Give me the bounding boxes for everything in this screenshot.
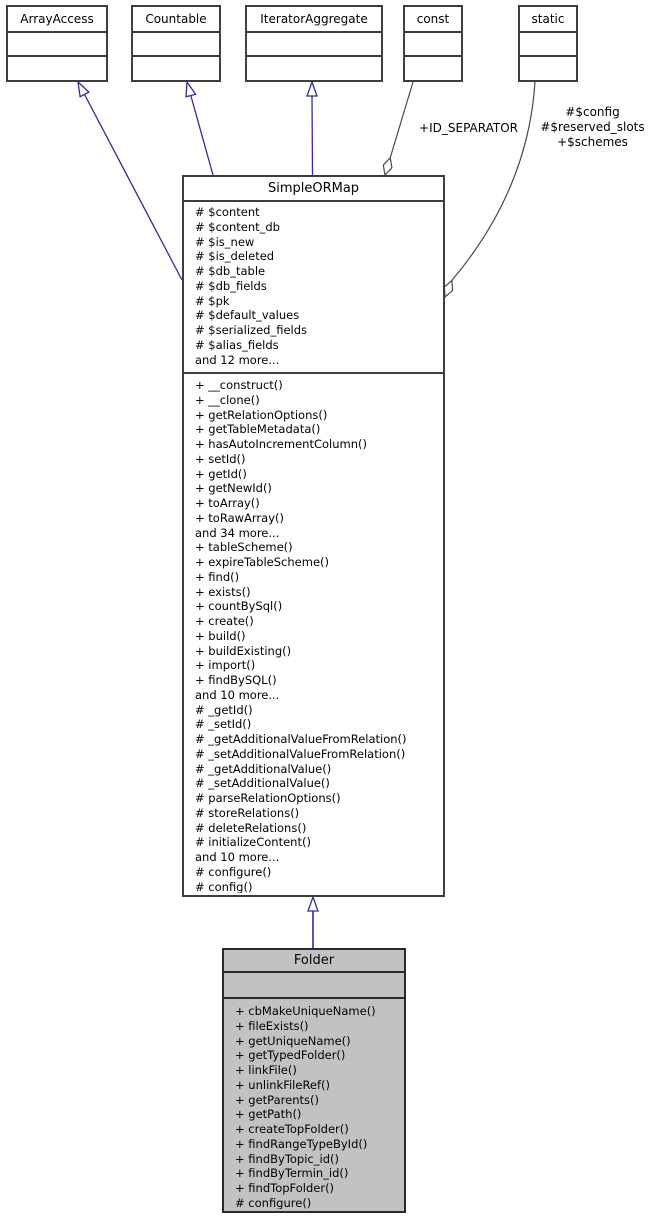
method-row: + buildExisting()	[195, 643, 292, 658]
inheritance-arrowhead-iteratoraggregate	[307, 82, 317, 96]
method-row: + getId()	[195, 466, 247, 481]
class-box-const[interactable]	[403, 5, 463, 82]
method-row: # configure()	[195, 864, 272, 879]
method-row: # _setId()	[195, 717, 252, 732]
simpleormap-attributes-compartment	[184, 202, 443, 374]
attributes-compartment-empty	[520, 33, 576, 57]
method-row: + linkFile()	[235, 1063, 297, 1077]
attribute-row: # $serialized_fields	[195, 323, 308, 337]
methods-compartment-empty	[520, 57, 576, 81]
aggregation-diamond-const	[383, 158, 392, 175]
method-row: + toArray()	[195, 496, 260, 510]
attributes-compartment-empty	[247, 33, 381, 57]
method-row: + import()	[195, 658, 256, 673]
method-row: + __construct()	[195, 378, 283, 392]
inheritance-arrowhead-folder	[308, 897, 318, 911]
method-row: + toRawArray()	[195, 510, 284, 525]
method-row: # _getAdditionalValue()	[195, 761, 332, 776]
methods-compartment-empty	[8, 57, 106, 81]
class-title-folder: Folder	[224, 950, 404, 973]
method-row: # config()	[195, 879, 253, 893]
method-row: + setId()	[195, 451, 246, 466]
class-box-simpleormap[interactable]	[182, 175, 445, 897]
method-row: + expireTableScheme()	[195, 555, 329, 569]
inheritance-edge-iteratoraggregate	[312, 96, 313, 175]
attributes-compartment-empty	[405, 33, 461, 57]
method-row: + find()	[195, 569, 240, 584]
inheritance-edge-countable	[191, 96, 213, 176]
method-row: + getPath()	[235, 1107, 302, 1122]
method-row: # storeRelations()	[195, 805, 300, 820]
attribute-row: # $db_fields	[195, 278, 267, 293]
inheritance-arrowhead-countable	[186, 82, 196, 97]
method-row: + build()	[195, 628, 246, 643]
class-box-folder[interactable]	[222, 948, 406, 1213]
aggregation-diamond-static	[444, 280, 452, 297]
methods-compartment-empty	[247, 57, 381, 81]
attribute-row: # $pk	[195, 293, 230, 308]
method-row: + fileExists()	[235, 1018, 309, 1033]
method-row: # _setAdditionalValueFromRelation()	[195, 746, 406, 761]
method-row: # initializeContent()	[195, 835, 311, 850]
class-box-static[interactable]	[518, 5, 578, 82]
edge-label-reserved-slots: #$reserved_slots	[540, 120, 645, 134]
method-row: + getTypedFolder()	[235, 1048, 346, 1063]
class-box-iteratoraggregate[interactable]	[245, 5, 383, 82]
methods-compartment-empty	[405, 57, 461, 81]
attribute-row: # $default_values	[195, 308, 300, 323]
method-row: + findByTopic_id()	[235, 1151, 339, 1166]
attributes-compartment-empty	[133, 33, 219, 57]
method-row: + getRelationOptions()	[195, 407, 328, 422]
method-row: # _getId()	[195, 702, 253, 717]
method-row: and 34 more...	[195, 525, 280, 540]
method-row: + createTopFolder()	[235, 1122, 349, 1136]
method-row: + findBySQL()	[195, 673, 277, 687]
method-row: # parseRelationOptions()	[195, 791, 341, 805]
method-row: + cbMakeUniqueName()	[235, 1004, 376, 1018]
folder-methods-compartment	[224, 999, 404, 1209]
edge-label-id-separator: +ID_SEPARATOR	[419, 121, 518, 135]
method-row: + countBySql()	[195, 599, 283, 614]
attribute-row: # $alias_fields	[195, 337, 279, 352]
method-row: + getNewId()	[195, 481, 272, 496]
attribute-row: and 12 more...	[195, 352, 280, 367]
class-title-arrayaccess[interactable]: ArrayAccess	[8, 7, 106, 33]
edge-label-config: #$config	[565, 105, 620, 119]
method-row: + create()	[195, 614, 254, 628]
inheritance-arrowhead-arrayaccess	[78, 82, 89, 97]
edge-label-schemes: +$schemes	[557, 135, 628, 149]
method-row: + getTableMetadata()	[195, 422, 321, 437]
aggregation-edge-const	[390, 82, 413, 158]
class-title-static[interactable]: static	[520, 7, 576, 33]
class-title-iteratoraggregate[interactable]: IteratorAggregate	[247, 7, 381, 33]
method-row: + findRangeTypeById()	[235, 1136, 368, 1151]
class-title-simpleormap[interactable]: SimpleORMap	[184, 177, 443, 202]
method-row: + findByTermin_id()	[235, 1166, 349, 1181]
class-title-const[interactable]: const	[405, 7, 461, 33]
folder-attributes-compartment-empty	[224, 973, 404, 999]
method-row: + getUniqueName()	[235, 1033, 351, 1048]
method-row: # configure()	[235, 1195, 312, 1209]
method-row: # _setAdditionalValue()	[195, 776, 330, 791]
attributes-compartment-empty	[8, 33, 106, 57]
edge-label-static-members	[520, 105, 653, 150]
attribute-row: # $db_table	[195, 264, 266, 278]
class-title-countable[interactable]: Countable	[133, 7, 219, 33]
methods-compartment-empty	[133, 57, 219, 81]
method-row: + exists()	[195, 584, 251, 599]
method-row: + tableScheme()	[195, 540, 293, 555]
method-row: # _getAdditionalValueFromRelation()	[195, 732, 407, 746]
method-row: + hasAutoIncrementColumn()	[195, 437, 367, 451]
class-box-countable[interactable]	[131, 5, 221, 82]
method-row: and 10 more...	[195, 687, 280, 702]
class-box-arrayaccess[interactable]	[6, 5, 108, 82]
method-row: + getParents()	[235, 1092, 319, 1107]
attribute-row: # $is_new	[195, 234, 255, 249]
attribute-row: # $is_deleted	[195, 249, 275, 264]
attribute-row: # $content_db	[195, 219, 280, 234]
method-row: and 10 more...	[195, 850, 280, 864]
method-row: + unlinkFileRef()	[235, 1077, 331, 1092]
method-row: + __clone()	[195, 392, 260, 407]
inheritance-edge-arrayaccess	[85, 94, 183, 280]
simpleormap-methods-compartment	[184, 374, 443, 893]
attribute-row: # $content	[195, 205, 260, 219]
method-row: # deleteRelations()	[195, 820, 307, 835]
method-row: + findTopFolder()	[235, 1181, 335, 1195]
